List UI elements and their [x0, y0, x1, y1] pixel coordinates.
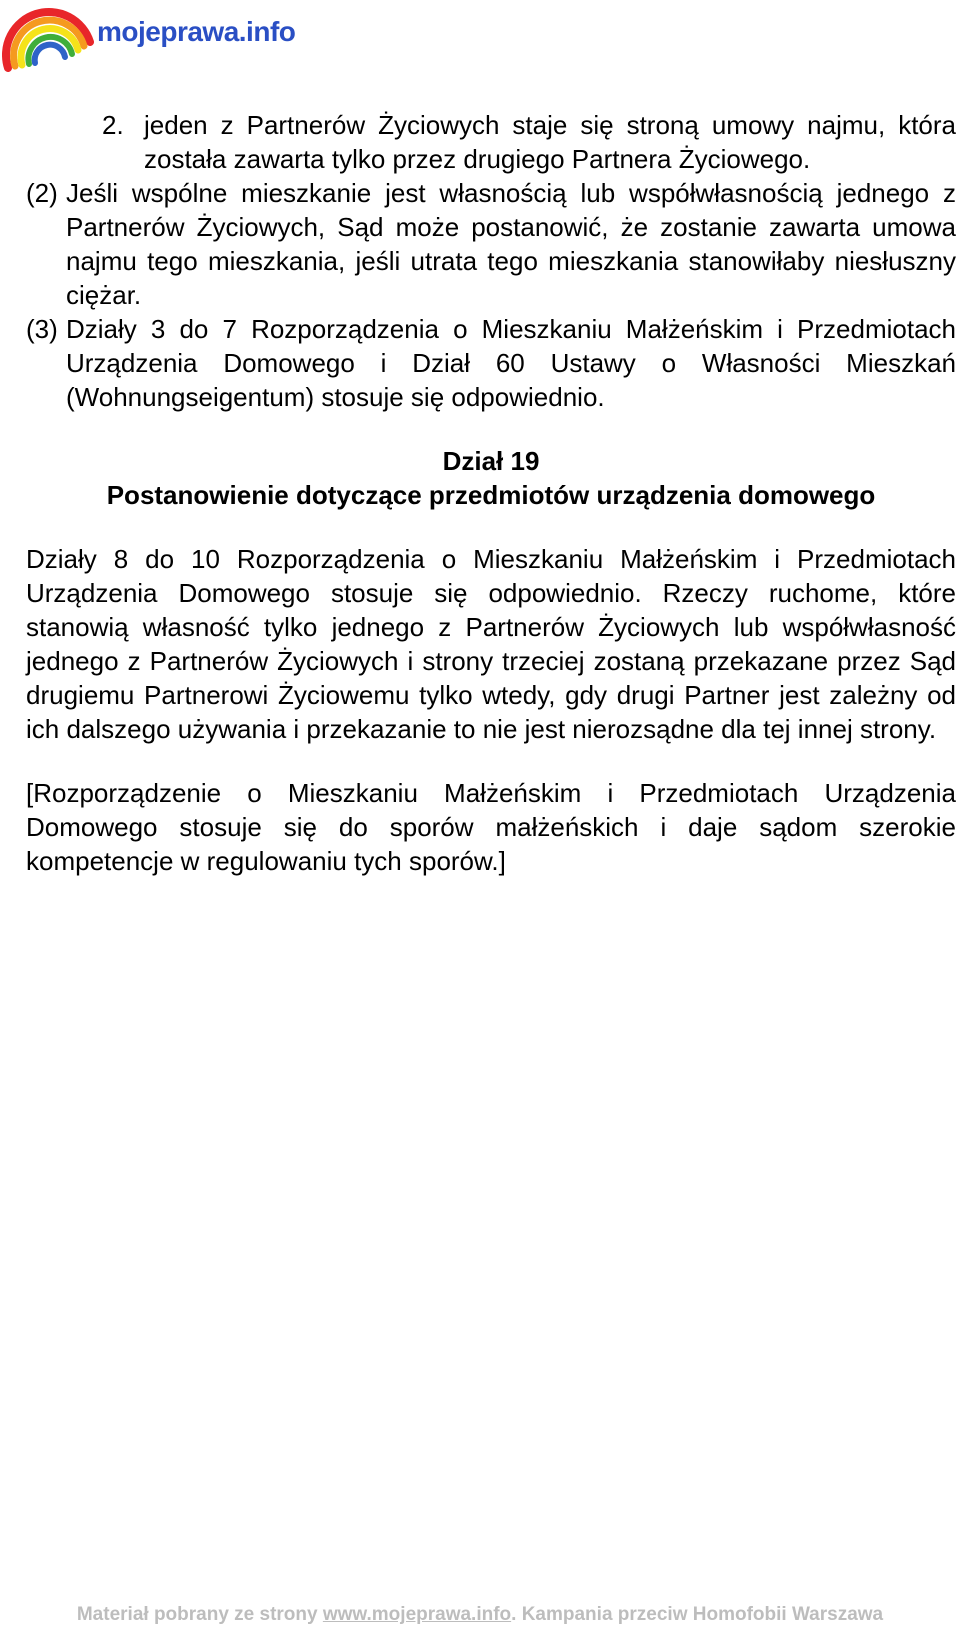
list-item: [26, 108, 956, 176]
paragraph: [Rozporządzenie o Mieszkaniu Małżeńskim i Przedmiotach Urządzenia Domowego stosuje się do sporów małżeńskich i daje sądom szerokie kompetencje w regulowaniu tych sporów.]: [26, 778, 956, 876]
list-item-text: Działy 3 do 7 Rozporządzenia o Mieszkaniu Małżeńskim i Przedmiotach Urządzenia Domowego i Dział 60 Ustawy o Własności Mieszkań (Wohnungseigentum) stosuje się odpowiednio.: [66, 314, 956, 412]
list-item-text: Jeśli wspólne mieszkanie jest własnością lub współwłasnością jednego z Partnerów Życiowych, Sąd może postanowić, że zostanie zawarta umowa najmu tego mieszkania, jeśli utrata tego mieszkania stanowiłaby niesłuszny ciężar.: [66, 178, 956, 310]
list-item-number: (2): [26, 178, 58, 208]
list-item-number: 2.: [102, 110, 124, 140]
section-number: Dział 19: [442, 446, 540, 476]
footer-suffix: . Kampania przeciw Homofobii Warszawa: [511, 1604, 884, 1625]
rainbow-logo-icon: [2, 2, 94, 72]
list-item: [26, 176, 956, 312]
section-title: Postanowienie dotyczące przedmiotów urządzenia domowego: [106, 480, 876, 510]
footer-link[interactable]: www.mojeprawa.info: [322, 1604, 512, 1625]
logo-text: mojeprawa.info: [97, 16, 296, 47]
list-item-text: jeden z Partnerów Życiowych staje się stroną umowy najmu, która została zawarta tylko przez drugiego Partnera Życiowego.: [144, 110, 956, 174]
document-body: [26, 108, 956, 878]
site-logo: [2, 2, 296, 72]
paragraph: Działy 8 do 10 Rozporządzenia o Mieszkaniu Małżeńskim i Przedmiotach Urządzenia Domowego stosuje się odpowiednio. Rzeczy ruchome, które stanowią własność tylko jednego z Partnerów Życiowych lub współwłasność jednego z Partnerów Życiowych i strony trzeciej zostaną przekazane przez Sąd drugiemu Partnerowi Życiowemu tylko wtedy, gdy drugi Partner jest zależny od ich dalszego używania i przekazanie to nie jest nierozsądne dla tej innej strony.: [26, 544, 956, 744]
footer-prefix: Materiał pobrany ze strony: [76, 1604, 323, 1625]
list-item: [26, 312, 956, 414]
list-item-number: (3): [26, 314, 58, 344]
footer: [0, 1604, 960, 1626]
